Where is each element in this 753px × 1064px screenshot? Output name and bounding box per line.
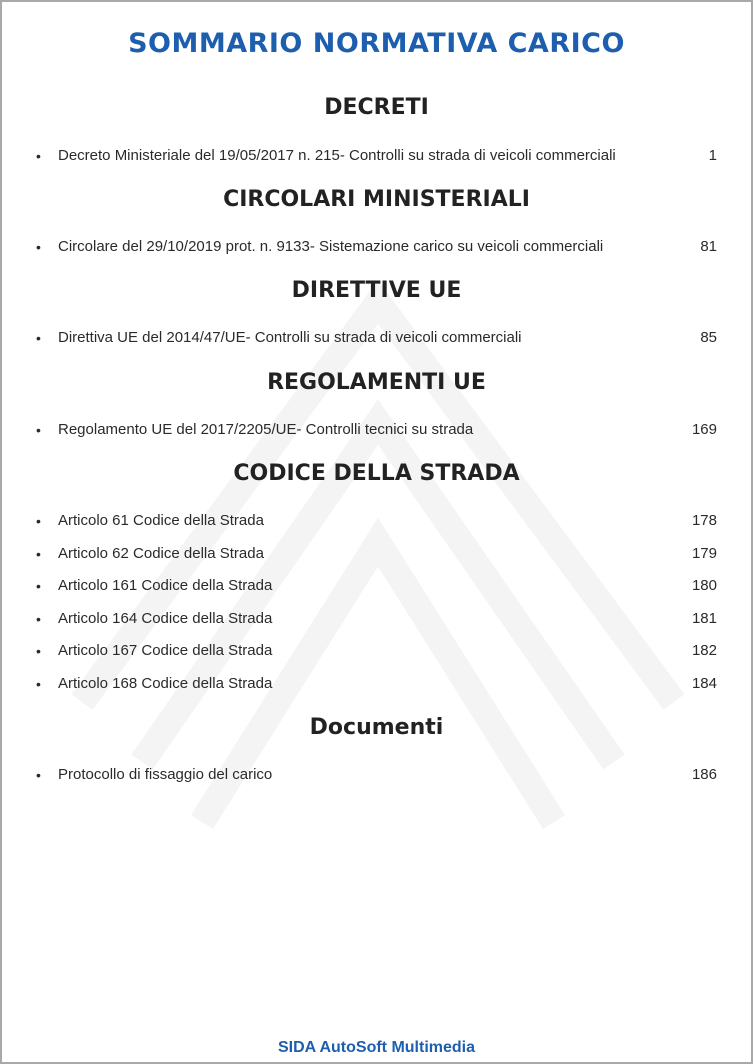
toc-entry[interactable] (2, 328, 751, 361)
footer-brand: SIDA AutoSoft Multimedia (277, 1039, 476, 1056)
bullet-icon: • (36, 330, 41, 346)
entry-title: Articolo 167 Codice della Strada (58, 642, 273, 659)
bullet-icon: • (36, 545, 41, 562)
toc-entry[interactable] (2, 674, 751, 707)
entry-page-number: 186 (691, 766, 717, 783)
section-heading: REGOLAMENTI UE (267, 370, 486, 395)
bullet-icon: • (36, 675, 41, 692)
page-title: SOMMARIO NORMATIVA CARICO (128, 28, 625, 59)
entry-page-number: 181 (691, 609, 717, 627)
entry-page-number: 184 (691, 674, 717, 692)
bullet-icon: • (36, 239, 41, 255)
toc-entry[interactable] (2, 420, 751, 453)
bullet-icon: • (36, 610, 41, 627)
entry-page-number: 1 (708, 147, 717, 164)
bullet-icon: • (36, 148, 41, 164)
section-documenti (2, 713, 751, 798)
bullet-icon: • (36, 767, 41, 783)
entry-title: Articolo 161 Codice della Strada (58, 577, 273, 594)
entry-page-number: 169 (691, 421, 717, 438)
section-codice-della-strada (2, 459, 751, 706)
bullet-icon: • (36, 422, 41, 438)
toc-entry[interactable] (2, 641, 751, 674)
entry-page-number: 81 (700, 238, 717, 255)
toc-entry[interactable] (2, 146, 751, 179)
entry-page-number: 180 (691, 577, 717, 594)
toc-entry[interactable] (2, 237, 751, 270)
bullet-icon: • (36, 643, 41, 659)
entry-title: Articolo 61 Codice della Strada (58, 512, 264, 529)
section-regolamenti-ue (2, 368, 751, 453)
toc-entry[interactable] (2, 544, 751, 577)
entry-page-number: 178 (691, 512, 717, 529)
entry-title: Direttiva UE del 2014/47/UE- Controlli su strada di veicoli commerciali (58, 329, 522, 346)
section-decreti (2, 93, 751, 179)
toc-entry[interactable] (2, 765, 751, 798)
section-heading: DIRETTIVE UE (291, 278, 462, 303)
bullet-icon: • (36, 513, 41, 529)
bullet-icon: • (36, 578, 41, 594)
toc-entry[interactable] (2, 511, 751, 544)
entry-title: Articolo 168 Codice della Strada (58, 674, 273, 692)
entry-title: Decreto Ministeriale del 19/05/2017 n. 215- Controlli su strada di veicoli commerciali (58, 147, 616, 164)
entry-title: Articolo 164 Codice della Strada (58, 609, 273, 627)
section-direttive-ue (2, 276, 751, 361)
entry-title: Regolamento UE del 2017/2205/UE- Controlli tecnici su strada (58, 421, 474, 438)
entry-title: Circolare del 29/10/2019 prot. n. 9133- Sistemazione carico su veicoli commerciali (58, 238, 604, 255)
entry-page-number: 182 (691, 642, 717, 659)
section-heading: DECRETI (324, 95, 429, 120)
entry-page-number: 85 (700, 329, 717, 346)
entry-page-number: 179 (691, 544, 717, 562)
toc-entry[interactable] (2, 576, 751, 609)
entry-title: Articolo 62 Codice della Strada (58, 544, 264, 562)
section-circolari-ministeriali (2, 185, 751, 270)
entry-title: Protocollo di fissaggio del carico (58, 766, 273, 783)
section-heading: Documenti (309, 715, 444, 740)
section-heading: CIRCOLARI MINISTERIALI (223, 187, 530, 212)
toc-entry[interactable] (2, 609, 751, 642)
section-heading: CODICE DELLA STRADA (233, 461, 520, 486)
